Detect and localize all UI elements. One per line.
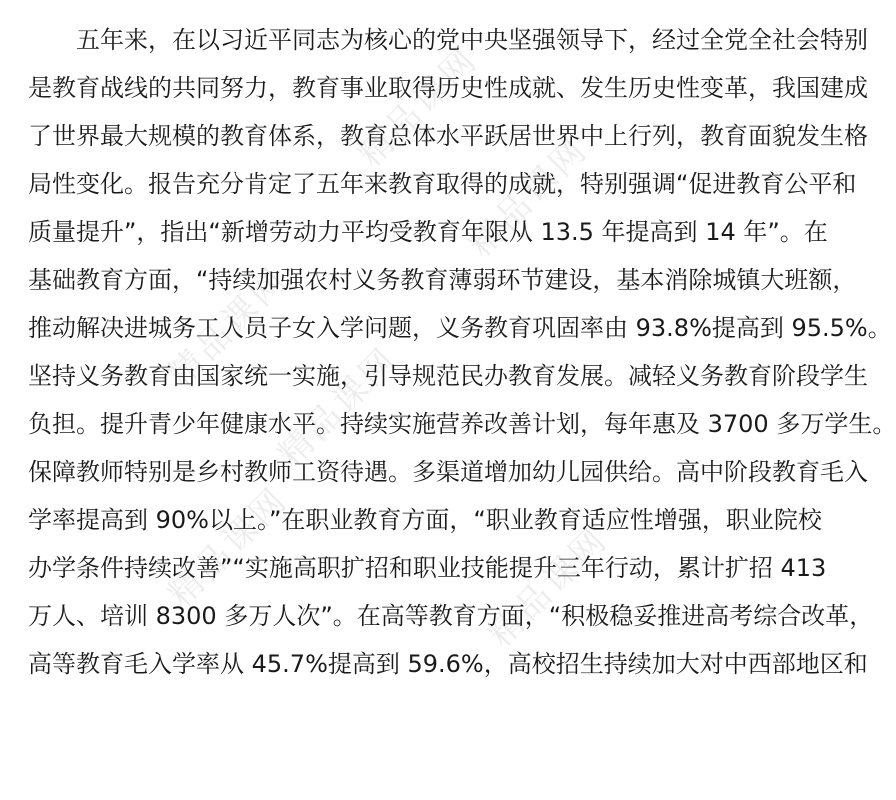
body-paragraph bbox=[28, 16, 896, 688]
watermark: 精品课网 bbox=[460, 129, 597, 265]
watermark: 精品课网 bbox=[160, 259, 297, 395]
paragraph-line: 高等教育毛入学率从 45.7%提高到 59.6%，高校招生持续加大对中西部地区和 bbox=[28, 650, 868, 678]
watermark: 精品课网 bbox=[160, 479, 297, 615]
paragraph-line: 质量提升”，指出“新增劳动力平均受教育年限从 13.5 年提高到 14 年”。在 bbox=[28, 218, 828, 246]
paragraph-line: 五年来，在以习近平同志为核心的党中央坚强领导下，经过全党全社会特别 bbox=[76, 26, 868, 54]
paragraph-line: 办学条件持续改善”“实施高职扩招和职业技能提升三年行动，累计扩招 413 bbox=[28, 554, 827, 582]
paragraph-line: 局性变化。报告充分肯定了五年来教育取得的成就，特别强调“促进教育公平和 bbox=[28, 170, 857, 198]
paragraph-line: 是教育战线的共同努力，教育事业取得历史性成就、发生历史性变革，我国建成 bbox=[28, 74, 868, 102]
watermark: 精品课网 bbox=[350, 39, 487, 175]
paragraph-line: 保障教师特别是乡村教师工资待遇。多渠道增加幼儿园供给。高中阶段教育毛入 bbox=[28, 458, 868, 486]
watermark: 精品课网 bbox=[480, 519, 617, 655]
paragraph-line: 了世界最大规模的教育体系，教育总体水平跃居世界中上行列，教育面貌发生格 bbox=[28, 122, 868, 150]
paragraph-line: 坚持义务教育由国家统一实施，引导规范民办教育发展。减轻义务教育阶段学生 bbox=[28, 362, 868, 390]
paragraph-line: 负担。提升青少年健康水平。持续实施营养改善计划，每年惠及 3700 多万学生。 bbox=[28, 410, 896, 438]
paragraph-line: 推动解决进城务工人员子女入学问题，义务教育巩固率由 93.8%提高到 95.5%。 bbox=[28, 314, 892, 342]
paragraph-line: 基础教育方面，“持续加强农村义务教育薄弱环节建设，基本消除城镇大班额， bbox=[28, 266, 857, 294]
watermark: 精品课网 bbox=[270, 339, 407, 475]
paragraph-line: 万人、培训 8300 多万人次”。在高等教育方面，“积极稳妥推进高考综合改革， bbox=[28, 602, 874, 630]
paragraph-line: 学率提高到 90%以上。”在职业教育方面，“职业教育适应性增强，职业院校 bbox=[28, 506, 822, 534]
